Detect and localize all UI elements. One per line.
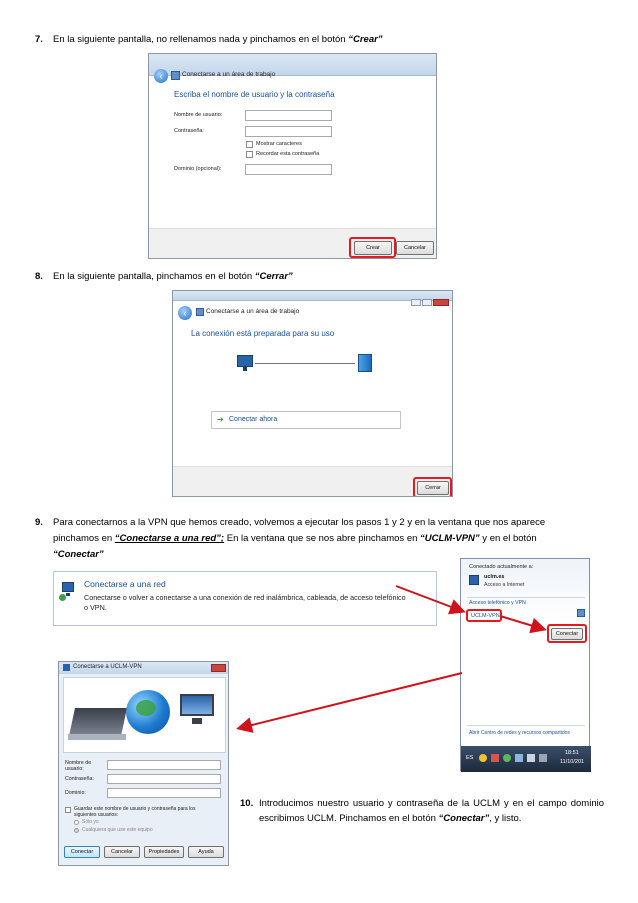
step-9-line-1: Para conectarnos a la VPN que hemos creado, volvemos a ejecutar los pasos 1 y 2 y en la ventana que nos aparece <box>53 517 546 528</box>
cancel-button[interactable]: Cancelar <box>104 846 140 858</box>
remember-label: Recordar esta contraseña <box>256 151 320 157</box>
connect-now-link[interactable]: Conectar ahora <box>229 416 278 423</box>
laptop-base <box>68 734 126 740</box>
step-9-text-b: En la ventana que se nos abre pinchamos en <box>224 533 421 544</box>
window-title: Conectarse a UCLM-VPN <box>73 664 142 670</box>
page-heading: Escriba el nombre de usuario y la contraseña <box>174 90 335 99</box>
step-7-emphasis: “Crear” <box>348 34 383 45</box>
laptop-icon <box>69 708 127 736</box>
properties-button[interactable]: Propiedades <box>144 846 184 858</box>
step-10-number: 10. <box>240 798 254 809</box>
username-label-2: usuario: <box>65 766 84 772</box>
domain-label: Dominio (opcional): <box>174 166 222 172</box>
step-8-text-body: En la siguiente pantalla, pinchamos en el botón <box>53 271 255 282</box>
back-arrow-icon[interactable]: ‹ <box>154 69 168 83</box>
domain-label: Dominio: <box>65 790 86 796</box>
step-7-text-body: En la siguiente pantalla, no rellenamos nada y pinchamos en el botón <box>53 34 349 45</box>
only-me-label: Sólo yo <box>82 819 99 825</box>
create-button[interactable]: Crear <box>354 241 392 255</box>
clock-time: 18:51 <box>565 750 579 756</box>
vpn-window-icon <box>63 664 70 671</box>
anyone-label: Cualquiera que use este equipo <box>82 827 153 833</box>
save-credentials-label-1: Guardar este nombre de usuario y contraseña para los <box>74 806 196 812</box>
network-center-link[interactable]: Abrir Centro de redes y recursos compartidos <box>469 730 570 736</box>
password-label: Contraseña: <box>174 128 204 134</box>
step-10-text-body: Introducimos nuestro usuario y contraseña de la UCLM y en el campo dominio escribimos UCLM. Pinchamos en el botón <box>259 798 604 824</box>
arrow-to-connect <box>500 616 543 629</box>
page-heading: La conexión está preparada para su uso <box>191 329 335 338</box>
step-10-emphasis: “Conectar” <box>438 813 490 824</box>
close-button[interactable]: Cerrar <box>417 481 449 495</box>
password-label: Contraseña: <box>65 776 94 782</box>
section-label: Acceso telefónico y VPN <box>469 600 526 606</box>
help-button[interactable]: Ayuda <box>188 846 224 858</box>
step-9-number: 9. <box>35 517 43 528</box>
window-title: Conectarse a un área de trabajo <box>206 308 300 315</box>
save-credentials-label-2: siguientes usuarios: <box>74 812 119 818</box>
only-me-radio[interactable] <box>74 820 79 825</box>
step-9-emphasis-1: “Conectarse a una red”; <box>114 533 225 544</box>
cancel-button[interactable]: Cancelar <box>396 241 434 255</box>
step-8-number: 8. <box>35 271 43 282</box>
step-10-text <box>259 796 604 826</box>
password-input[interactable] <box>107 774 221 784</box>
back-arrow-icon[interactable]: ‹ <box>178 306 192 320</box>
window-title: Conectarse a un área de trabajo <box>182 71 276 78</box>
show-chars-label: Mostrar caracteres <box>256 141 302 147</box>
network-name: uclm.es <box>484 574 505 580</box>
username-input[interactable] <box>107 760 221 770</box>
save-credentials-checkbox[interactable] <box>65 807 71 813</box>
step-9-text-c: y en el botón <box>479 533 537 544</box>
step-10-text-suffix: , y listo. <box>489 813 522 824</box>
arrow-to-login-window <box>240 673 462 728</box>
connect-network-desc-2: o VPN. <box>84 603 107 612</box>
username-label: Nombre de usuario: <box>174 112 223 118</box>
anyone-radio[interactable] <box>74 828 79 833</box>
close-icon[interactable] <box>211 664 226 672</box>
monitor-icon <box>180 694 214 716</box>
step-9-text-a: pinchamos en <box>53 533 115 544</box>
clock-date: 11/10/201 <box>560 759 585 765</box>
step-9-emphasis-2: “UCLM-VPN” <box>420 533 480 544</box>
language-indicator[interactable]: ES <box>466 755 474 761</box>
username-label-1: Nombre de <box>65 760 92 766</box>
connect-network-title[interactable]: Conectarse a una red <box>84 579 166 589</box>
network-status: Acceso a Internet <box>484 582 525 588</box>
step-7-number: 7. <box>35 34 43 45</box>
connected-header: Conectado actualmente a: <box>469 564 534 570</box>
connect-button[interactable]: Conectar <box>64 846 100 858</box>
flyout-connect-button[interactable]: Conectar <box>551 628 583 640</box>
step-10-window <box>58 661 229 866</box>
step-9-emphasis-3: “Conectar” <box>53 549 104 560</box>
illustration-area <box>63 677 226 753</box>
step-8-emphasis: “Cerrar” <box>254 271 293 282</box>
arrow-to-vpn <box>396 586 462 611</box>
domain-input[interactable] <box>107 788 221 798</box>
vpn-item[interactable]: UCLM-VPN <box>471 613 500 619</box>
globe-land <box>136 700 156 716</box>
green-arrow-icon: ➔ <box>217 415 224 424</box>
connect-network-desc-1: Conectarse o volver a conectarse a una conexión de red inalámbrica, cableada, de acceso telefónico <box>84 593 406 602</box>
monitor-stand <box>192 718 202 724</box>
